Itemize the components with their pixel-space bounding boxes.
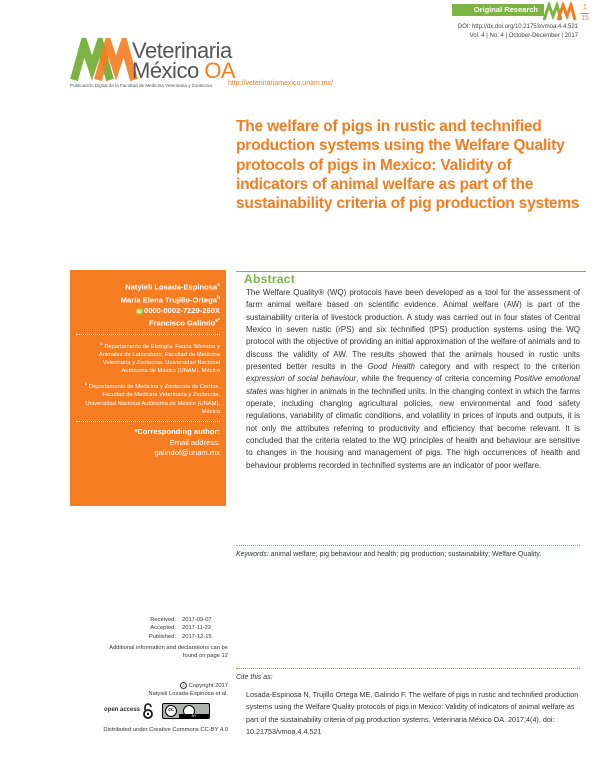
open-access-label: open access xyxy=(104,707,141,713)
orcid-icon: iD xyxy=(137,308,142,314)
cc-icon: cc xyxy=(165,705,177,717)
article-dates xyxy=(120,616,226,641)
journal-url-link[interactable]: http://veterinariamexico.unam.mx/ xyxy=(228,80,334,87)
journal-name-line1: Veterinaria xyxy=(132,38,232,63)
email-link[interactable]: galindof@unam.mx xyxy=(154,448,220,458)
author-divider xyxy=(76,334,220,335)
page-divider xyxy=(581,13,589,14)
journal-subtitle: Publicación Digital de la Facultad de Medicina Veterinaria y Zootecnia xyxy=(70,83,212,88)
article-type-label: Original Research xyxy=(473,5,538,14)
by-label: BY xyxy=(179,714,209,718)
paper-title: The welfare of pigs in rustic and technified production systems using the Welfare Quality protocols of pigs in Mexico: Validity of indicators of animal welfare as part of the sustainability criteria of pig production systems xyxy=(236,118,580,213)
copyright-year: Copyright 2017 xyxy=(188,683,228,690)
keywords xyxy=(236,545,580,561)
page-total: 15 xyxy=(581,15,589,22)
page-current: 1 xyxy=(583,4,587,11)
additional-info: Additional information and declarations can be found on page 12 xyxy=(109,645,228,660)
abstract-text: The Welfare Quality® (WQ) protocols have been developed as a tool for the assessment of farm animal welfare based on scientific evidence. Animal welfare (AW) is part of the sustainability criteria of livestock production. A study was carried out in four states of Central Mexico in seven rustic (rPS) and six technified (tPS) production systems using the WQ protocol with the objective of providing an initial approximation of the welfare of animals and to discuss the validity of AW. The results showed that the animals housed in rustic units presented better results in the Good Health category and with respect to the criterion expression of social behaviour, while the frequency of criteria concerning Positive emotional states was higher in animals in the technified units. In the changing context in which the farms operate, including changing agricultural policies, new environmental and food safety regulations, variability of climatic conditions, and volatility in prices of inputs and outputs, it is not only the attributes referring to productivity and efficiency that become relevant. It is concluded that the criteria related to the WQ principles of health and behaviour are sensitive to changes in the housing and management of pigs. The high occurrences of health and behaviour problems recorded in technified systems are an indicator of poor welfare. xyxy=(246,288,581,470)
keywords-text: animal welfare; pig behaviour and health; pig production; sustainability; Welfare Quality. xyxy=(268,551,542,558)
doi-block xyxy=(458,23,578,41)
corresponding-author xyxy=(76,427,220,459)
date-received: Received: 2017-09-07 xyxy=(150,617,212,623)
affiliation-b: $^b$ Departamento de Medicina y Zootecnia de Cerdos, Facultad de Medicina Veterinaria y Zootecnia, Universidad Nacional Autónoma de México (UNAM), México xyxy=(84,381,220,415)
volume-info: Vol. 4 | No. 4 | October-December | 2017 xyxy=(469,33,578,39)
cite-label: Cite this as: xyxy=(236,674,273,681)
cite-box xyxy=(236,668,580,739)
date-published: Published: 2017-12-15 xyxy=(148,633,212,640)
date-accepted: Accepted: 2017-11-22 xyxy=(150,625,212,632)
journal-name-mexico: México xyxy=(132,58,199,83)
open-access-lock-icon xyxy=(142,703,154,719)
affiliation-a: $^a$ Departamento de Etología, Fauna Silvestre y Animales de Laboratorio, Facultad de Medicina Veterinaria y Zootecnia, Universidad Nacional Autónoma de México (UNAM), México xyxy=(98,340,220,375)
journal-name-line2 xyxy=(132,58,235,84)
top-banner xyxy=(0,0,600,22)
author-1: Natyieli Losada-Espinosa$^a$ xyxy=(125,282,220,292)
affiliation-divider xyxy=(76,421,220,422)
journal-name-oa: OA xyxy=(204,58,236,83)
author-box xyxy=(70,270,226,506)
license-row xyxy=(104,702,228,720)
cite-text: Losada-Espinosa N, Trujillo Ortega ME, Galindo F. The welfare of pigs in rustic and technified production systems using the Welfare Quality protocols of pigs in Mexico: Validity of indicators of animal welfare as part of the sustainability criteria of pig production systems. Veterinaria México OA. 2017;4(4). doi: 10.21753/vmoa.4.4.521 xyxy=(246,690,579,737)
page-counter xyxy=(574,4,596,23)
email-label: Email address: xyxy=(169,437,220,447)
abstract-heading: Abstract xyxy=(244,272,296,286)
article-type-band xyxy=(452,4,544,16)
orcid-row[interactable] xyxy=(76,305,220,316)
orcid-id: 0000-0002-7229-260X xyxy=(143,306,220,316)
copyright-holder: Natyieli Losada-Espinosa et al. xyxy=(148,691,228,698)
copyright xyxy=(120,682,228,699)
author-2: María Elena Trujillo-Ortega$^b$ xyxy=(120,294,220,305)
journal-mini-logo-icon xyxy=(542,2,578,22)
corresponding-label: *Corresponding author: xyxy=(134,427,220,437)
doi-link[interactable]: DOI: http://dx.doi.org/10.21753/vmoa.4.4.521 xyxy=(457,24,578,30)
author-3: Francisco Galindo$^{a*}$ xyxy=(149,318,220,328)
cc-by-badge[interactable] xyxy=(162,703,210,719)
license-statement: Distributed under Creative Commons CC-BY 4.0 xyxy=(103,727,228,733)
copyright-icon: c xyxy=(180,682,187,689)
keywords-label: Keywords: xyxy=(236,551,269,558)
